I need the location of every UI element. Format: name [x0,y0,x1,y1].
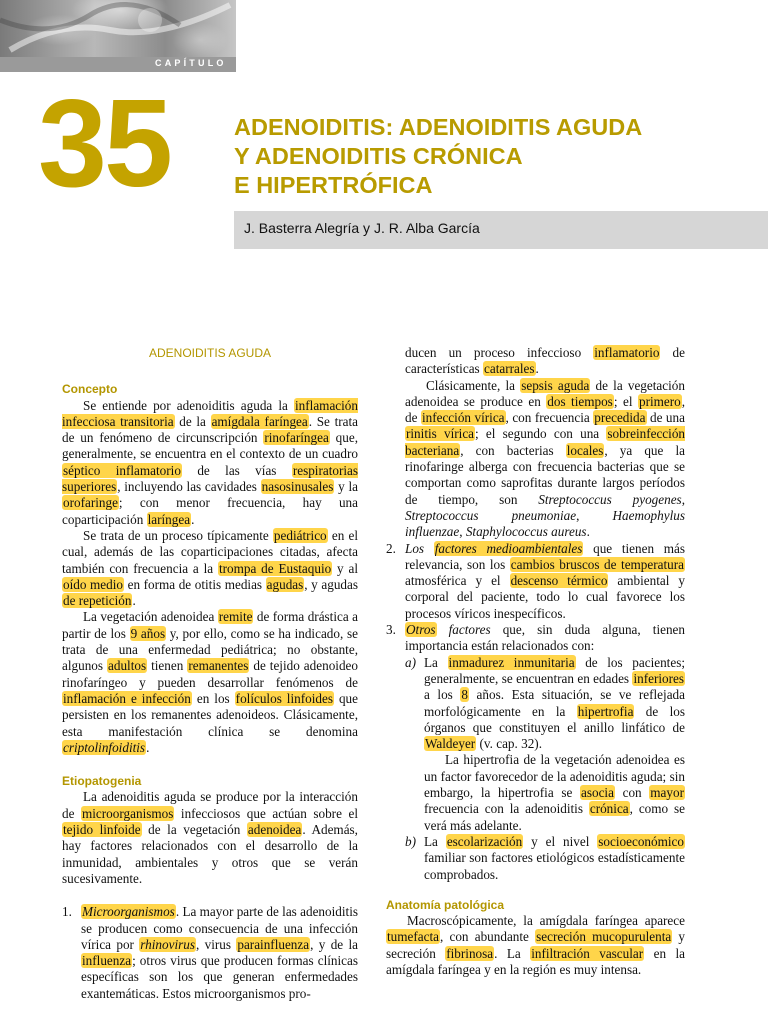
chapter-label-bar [0,57,236,72]
paragraph: La vegetación adenoidea remite de forma drástica a partir de los 9 años y, por ello, como se ha indicado, se trata de una enfermedad pediátrica; no obstante, algunos adultos tienen remanentes de tejido adenoideo rinofaríngeo y pueden desarrollar fenómenos de inflamación e infección en los folículos linfoides que persisten en los remanentes adenoideos. Clásicamente, esta manifestación clínica se denomina criptolinfoiditis. [62,609,358,755]
chapter-label: CAPÍTULO [155,58,227,68]
paragraph: Se entiende por adenoiditis aguda la inflamación infecciosa transitoria de la amígdala faríngea. Se trata de un fenómeno de circunscripción rinofaríngea que, generalmente, se encuentra en el contexto de un cuadro séptico inflamatorio de las vías respiratorias superiores, incluyendo las cavidades nasosinusales y la orofaringe; con menor frecuencia, hay una coparticipación laríngea. [62,397,359,527]
chapter-header-photo [0,0,236,57]
authors-bar [234,211,768,249]
list-item: 3. Otros factores que, sin duda alguna, tienen importancia están relacionados con: [386,622,685,654]
chapter-title-line: E HIPERTRÓFICA [234,172,433,198]
paragraph: La adenoiditis aguda se produce por la interacción de microorganismos infecciosos que actúan sobre el tejido linfoide de la vegetación adenoidea. Además, hay factores relacionados con el desarrollo de la inmunidad, ambientales y otros que se verán sucesivamente. [62,789,359,886]
right-column [386,345,685,978]
list-item: 2. Los factores medioambientales que tienen más relevancia, son los cambios bruscos de temperatura atmosférica y el descenso térmico ambiental y corporal del paciente, todo lo cual favorece los procesos víricos inespecíficos. [386,540,686,621]
paragraph: Macroscópicamente, la amígdala faríngea aparece tumefacta, con abundante secreción mucopurulenta y secreción fibrinosa. La infiltración vascular en la amígdala faríngea y en la región es muy intensa. [386,913,686,977]
etiopatogenia-heading: Etiopatogenia [62,774,142,789]
section-title: ADENOIDITIS AGUDA [148,346,272,360]
list-item: 1. Microorganismos. La mayor parte de las adenoiditis se producen como consecuencia de una infección vírica por rhinovirus, virus parainfluenza, y de la influenza; otros virus que producen formas clínicas específicas son los que generan enfermedades exantemáticas. Estos microorganismos pro- [62,904,358,1001]
sub-item: b) La escolarización y el nivel socioeconómico familiar son factores etiológicos estadísticamente comprobados. [405,833,685,882]
paragraph: ducen un proceso infeccioso inflamatorio de características catarrales. [405,345,685,377]
paragraph: Se trata de un proceso típicamente pediátrico en el cual, además de las coparticipaciones citadas, afecta también con frecuencia a la trompa de Eustaquio y al oído medio en forma de otitis medias agudas, y agudas de repetición. [62,527,358,609]
left-column [62,345,358,1002]
paragraph: Clásicamente, la sepsis aguda de la vegetación adenoidea se produce en dos tiempos; el primero, de infección vírica, con frecuencia precedida de una rinitis vírica; el segundo con una sobreinfección bacteriana, con bacterias locales, ya que la rinofaringe alberga con frecuencia bacterias que se comportan como saprofitas durante largos períodos de tiempo, son Streptococcus pyogenes, Streptococcus pneumoniae, Haemophylus influenzae, Staphylococcus aureus. [405,377,686,540]
chapter-title [234,113,642,200]
chapter-title-line: Y ADENOIDITIS CRÓNICA [234,143,523,169]
chapter-title-line: ADENOIDITIS: ADENOIDITIS AGUDA [234,114,643,140]
authors: J. Basterra Alegría y J. R. Alba García [244,220,480,236]
concepto-heading: Concepto [62,382,118,397]
anatomia-heading: Anatomía patológica [386,897,505,912]
chapter-number: 35 [38,75,170,213]
sub-item: a) La inmadurez inmunitaria de los pacientes; generalmente, se encuentran en edades inferiores a los 8 años. Esta situación, se ve reflejada morfológicamente en la hipertrofia de los órganos que constituyen el anillo linfático de Waldeyer (v. cap. 32). La hipertrofia de la vegetación adenoidea es un factor favorecedor de la adenoiditis aguda; sin embargo, la hipertrofia se asocia con mayor frecuencia con la adenoiditis crónica, como se verá más adelante. [405,654,686,833]
